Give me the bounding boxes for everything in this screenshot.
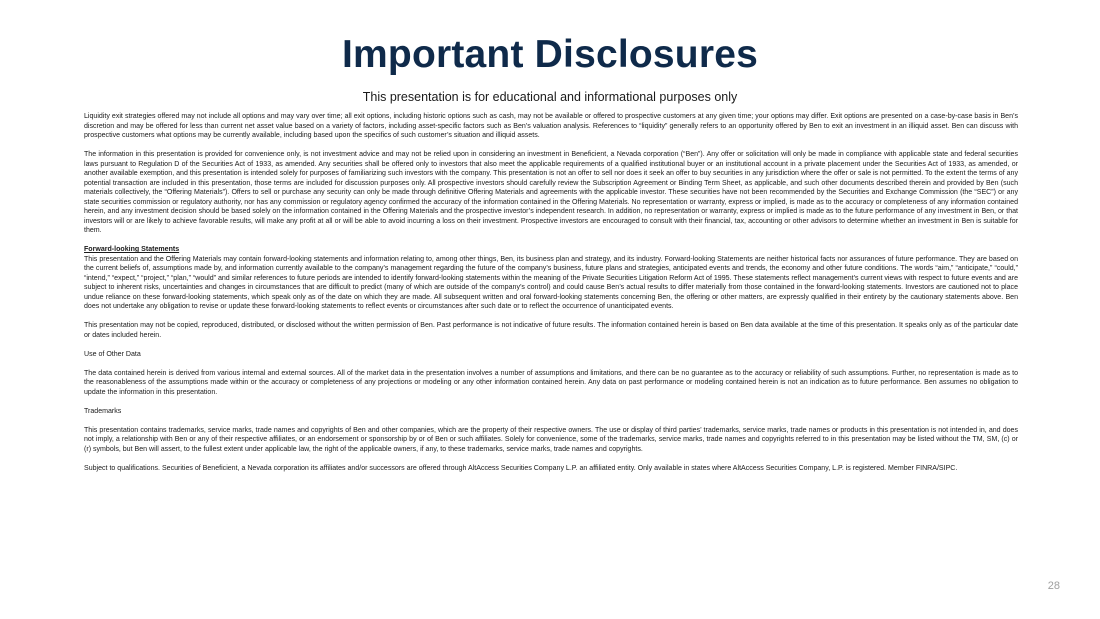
- information-paragraph: The information in this presentation is provided for convenience only, is not investment advice and may not be relied upon in considering an investment in Beneficient, a Nevada corporation (“Ben”). Any offer or solicitation will only be made in compliance with applicable state and federal securities laws pursuant to Regulation D of the Securities Act of 1933, as amended. Any securities shall be offered only to investors that also meet the applicable requirements of a qualified institutional buyer or an institutional account in a private placement under the Securities Act of 1933, as amended, or another available exemption, and this presentation is intended solely for purposes of familiarizing such investors with the company. This presentation is not an offer to sell nor does it seek an offer to buy securities in any jurisdiction where the offer or sale is not permitted. To the extent the terms of any potential transaction are included in this presentation, those terms are included for discussion purposes only. All prospective investors should carefully review the Subscription Agreement or Binding Term Sheet, as applicable, and such other documents described therein and provided by Ben (such materials collectively, the “Offering Materials”). Offers to sell or purchase any security can only be made through definitive Offering Materials and agreements with the applicable investor. These securities have not been recommended by the Securities and Exchange Commission (the “SEC”) or any state securities commission or regulatory authority, nor has any commission or regulatory agency confirmed the accuracy of the information contained in the Offering Materials. No representation or warranty, express or implied, is made as to the accuracy or completeness of any information contained herein, and any investment decision should be based solely on the information contained in the Offering Materials and the prospective investor’s independent research. In addition, no representation or warranty, express or implied is made as to the future performance of any investment in Ben, or that investors will or are likely to achieve favorable results, will make any profit at all or will be able to avoid incurring a loss on their investment. Prospective investors are encouraged to consult with their financial, tax, accounting or other advisors to determine whether an investment in Ben is suitable for them.: [84, 151, 1018, 234]
- liquidity-paragraph: Liquidity exit strategies offered may not include all options and may vary over time; all exit options, including historic options such as cash, may not be available or offered to prospective customers at any given time; your options may differ. Exit options are presented on a case-by-case basis in Ben’s discretion and may be offered for less than current net asset value based on a variety of factors, including asset-specific factors such as Ben’s valuation analysis. References to “liquidity” generally refers to an opportunity offered by Ben to exit an investment in an illiquid asset. Ben can discuss with prospective customers what options may be currently available, including based upon the specifics of such customer’s situation and illiquid assets.: [84, 113, 1018, 139]
- trademarks-heading: Trademarks: [84, 407, 122, 415]
- forward-looking-heading: [84, 245, 1018, 255]
- disclosure-body: [84, 112, 1018, 483]
- forward-looking-heading-text: Forward-looking Statements: [84, 246, 180, 253]
- copying-paragraph: This presentation may not be copied, reproduced, distributed, or disclosed without the written permission of Ben. Past performance is not indicative of future results. The information contained herein is based on Ben data available at the time of this presentation. It speaks only as of the particular date or dates included herein.: [84, 322, 1018, 339]
- other-data-heading: Use of Other Data: [84, 350, 141, 358]
- page-subtitle: This presentation is for educational and informational purposes only: [362, 90, 738, 104]
- page-title: Important Disclosures: [342, 33, 758, 76]
- qualifications-paragraph: Subject to qualifications. Securities of Beneficient, a Nevada corporation its affiliates and/or successors are offered through AltAccess Securities Company L.P. an affiliated entity. Only available in states where AltAccess Securities Company, L.P. is registered. Member FINRA/SIPC.: [84, 464, 958, 472]
- forward-looking-paragraph: This presentation and the Offering Materials may contain forward-looking statements and information relating to, among other things, Ben, its business plan and strategy, and its industry. Forward-looking Statements are neither historical facts nor assurances of future performance. They are based on the current beliefs of, assumptions made by, and information currently available to the company’s management regarding the future of the company’s business, future plans and strategies, anticipated events and trends, the economy and other future conditions. The words “aim,” “anticipate,” “could,” “intend,” “expect,” “project,” “plan,” “would” and similar references to future periods are intended to identify forward-looking statements within the meaning of the Private Securities Litigation Reform Act of 1995. These statements reflect management’s current views with respect to future events and are subject to inherent risks, uncertainties and changes in circumstances that are difficult to predict (many of which are outside of the company’s control) and could cause Ben’s actual results to differ materially from those contained in the forward-looking statements. Investors are cautioned not to place undue reliance on these forward-looking statements, which speak only as of the date on which they are made. All subsequent written and oral forward-looking statements concerning Ben, the offering or other matters, are expressly qualified in their entirety by the cautionary statements above. Ben does not undertake any obligation to revise or update these forward-looking statements to reflect events or circumstances after such date or to reflect the occurrence of unanticipated events.: [84, 255, 1018, 310]
- page-number: 28: [1047, 580, 1060, 592]
- other-data-paragraph: The data contained herein is derived from various internal and external sources. All of the market data in the presentation involves a number of assumptions and limitations, and there can be no guarantee as to the accuracy or reliability of such assumptions. Further, no representation is made as to the reasonableness of the assumptions made within or the accuracy or completeness of any projections or modeling or any other information contained herein. Any data on past performance or modeling contained herein is not an indication as to future performance. Ben assumes no obligation to update the information in this presentation.: [84, 369, 1018, 396]
- trademarks-paragraph: This presentation contains trademarks, service marks, trade names and copyrights of Ben and other companies, which are the property of their respective owners. The use or display of third parties’ trademarks, service marks, trade names or products in this presentation is not intended in, and does not imply, a relationship with Ben or any of their respective affiliates, or an endorsement or sponsorship by or of Ben or such affiliates. Solely for convenience, some of the trademarks, service marks, trade names and copyrights referred to in this presentation may be listed without the TM, SM, (c) or (r) symbols, but Ben will assert, to the fullest extent under applicable law, the right of the applicable owners, if any, to these trademarks, service marks, trade names and copyrights.: [84, 426, 1018, 453]
